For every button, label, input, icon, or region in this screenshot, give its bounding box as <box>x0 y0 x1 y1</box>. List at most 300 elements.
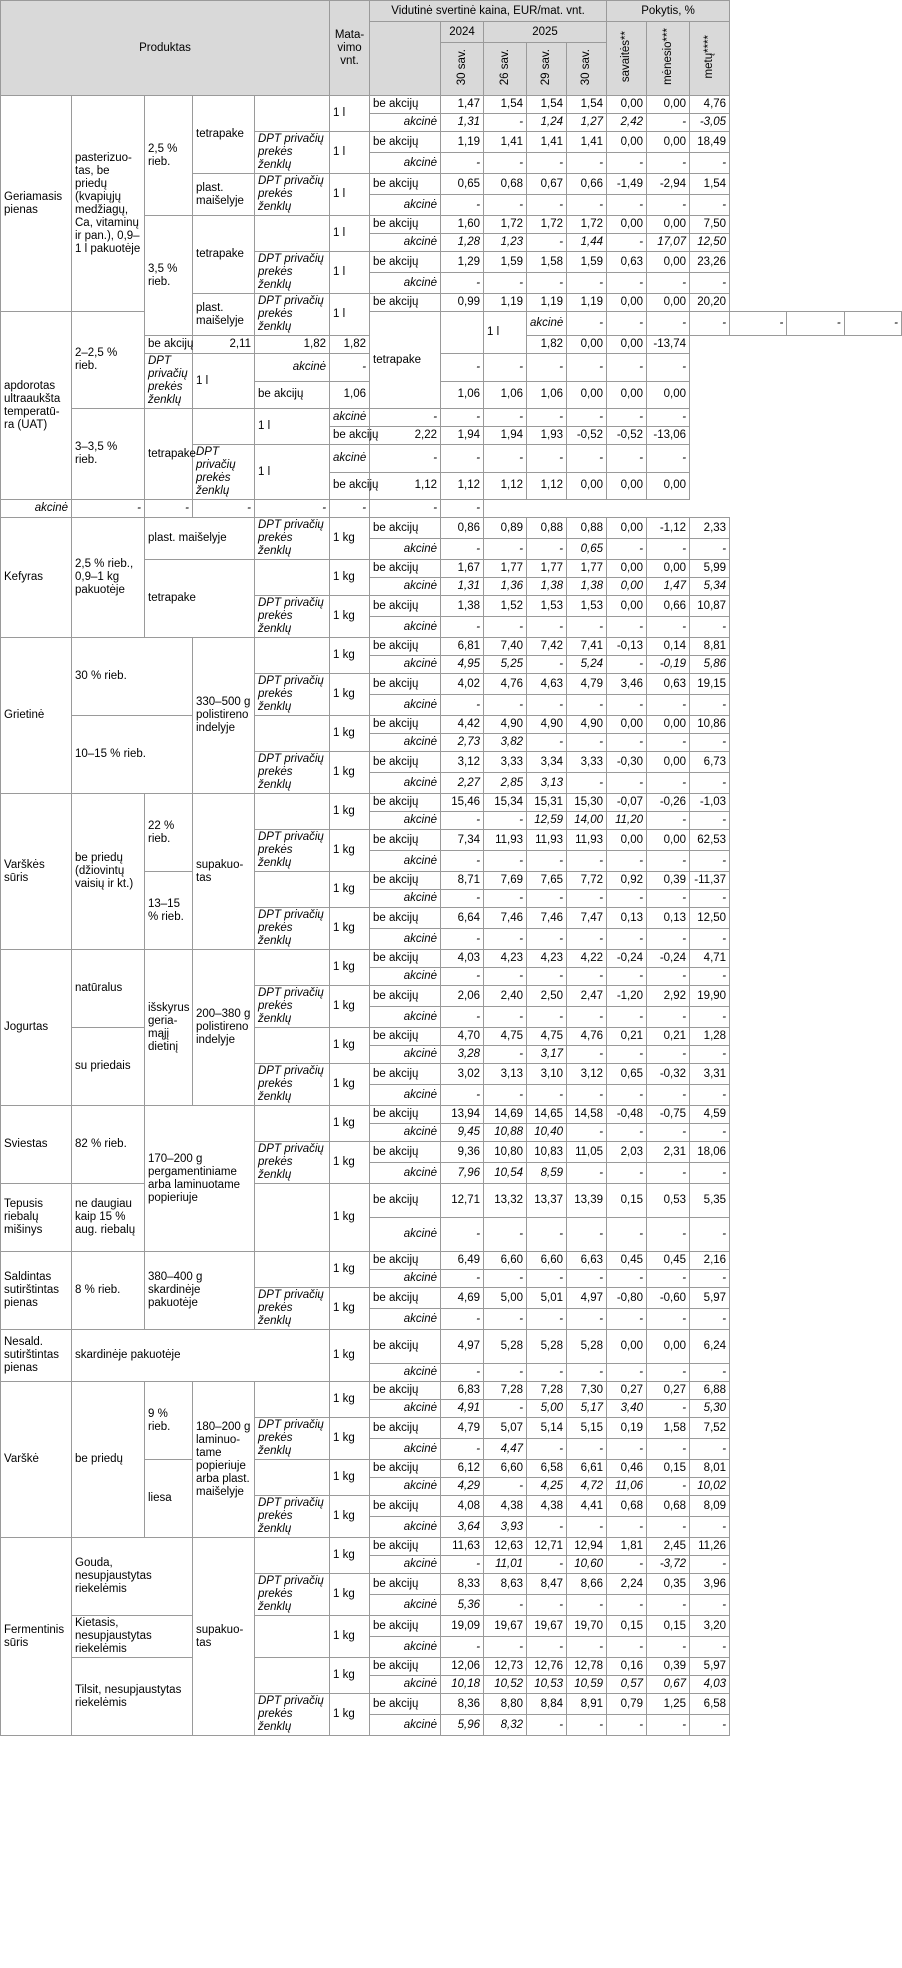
change-value-cell: 2,03 <box>607 1142 647 1163</box>
product-label-cell: be priedų (džiovintų vaisių ir kt.) <box>72 794 145 950</box>
change-value-cell: - <box>690 1556 730 1574</box>
price-value-cell: 0,65 <box>441 174 484 195</box>
price-value-cell: 1,12 <box>527 472 567 500</box>
unit-cell: 1 l <box>330 174 370 216</box>
price-value-cell: 7,30 <box>567 1382 607 1400</box>
price-value-cell: 3,13 <box>527 773 567 794</box>
price-type-cell: be akcijų <box>370 674 441 695</box>
price-type-cell: akcinė <box>370 656 441 674</box>
price-value-cell: 4,76 <box>567 1028 607 1046</box>
price-type-cell: be akcijų <box>370 1694 441 1715</box>
product-label-cell: tetrapake <box>193 96 255 174</box>
product-label-cell: Tepusis riebalų mišinys <box>1 1184 72 1252</box>
price-value-cell: 3,10 <box>527 1064 567 1085</box>
price-value-cell: - <box>484 695 527 716</box>
price-value-cell: - <box>527 539 567 560</box>
price-value-cell: - <box>484 1085 527 1106</box>
change-value-cell: 0,00 <box>607 381 647 409</box>
unit-cell: 1 kg <box>330 1330 370 1382</box>
change-value-cell: 19,15 <box>690 674 730 695</box>
price-value-cell: 19,70 <box>567 1616 607 1637</box>
change-value-cell: 0,00 <box>607 560 647 578</box>
price-value-cell: 9,36 <box>441 1142 484 1163</box>
price-value-cell: 19,09 <box>441 1616 484 1637</box>
price-value-cell: - <box>441 1309 484 1330</box>
product-label-cell: tetrapake <box>370 312 441 409</box>
price-value-cell: - <box>484 1046 527 1064</box>
table-row <box>1 312 902 336</box>
price-value-cell: 1,38 <box>441 596 484 617</box>
product-label-cell: Kefyras <box>1 518 72 638</box>
price-value-cell: - <box>255 500 330 518</box>
unit-cell: 1 kg <box>330 1028 370 1064</box>
change-value-cell: -0,60 <box>647 1288 690 1309</box>
change-value-cell: 0,00 <box>647 1330 690 1364</box>
product-label-cell: be priedų <box>72 1382 145 1538</box>
price-value-cell: - <box>484 1364 527 1382</box>
price-value-cell: 0,67 <box>527 174 567 195</box>
price-type-cell: akcinė <box>370 578 441 596</box>
price-value-cell: - <box>484 1637 527 1658</box>
private-label-cell: DPT privačių prekės ženklų <box>255 1064 330 1106</box>
price-value-cell: - <box>441 968 484 986</box>
price-type-cell: be akcijų <box>370 1658 441 1676</box>
change-value-cell: 0,68 <box>647 1496 690 1517</box>
price-value-cell: 1,54 <box>484 96 527 114</box>
header-month-change: mėnesio*** <box>647 22 690 96</box>
unit-cell: 1 l <box>330 216 370 252</box>
change-value-cell: 8,01 <box>690 1460 730 1478</box>
price-value-cell: 4,63 <box>527 674 567 695</box>
unit-cell: 1 kg <box>330 1658 370 1694</box>
header-week-30-2024: 30 sav. <box>441 43 484 96</box>
empty-cell <box>255 1616 330 1658</box>
price-value-cell: - <box>567 1595 607 1616</box>
price-value-cell: - <box>484 1478 527 1496</box>
table-row <box>1 1252 902 1270</box>
change-value-cell: 0,00 <box>647 216 690 234</box>
change-value-cell: 0,14 <box>647 638 690 656</box>
price-value-cell: 12,59 <box>527 812 567 830</box>
change-value-cell: -0,30 <box>607 752 647 773</box>
price-type-cell: be akcijų <box>370 1382 441 1400</box>
price-value-cell: 5,14 <box>527 1418 567 1439</box>
change-value-cell: 0,00 <box>647 96 690 114</box>
product-label-cell: 8 % rieb. <box>72 1252 145 1330</box>
price-value-cell: 1,38 <box>527 578 567 596</box>
price-value-cell: 4,75 <box>484 1028 527 1046</box>
product-label-cell: plast. maišelyje <box>193 294 255 336</box>
private-label-cell: DPT privačių prekės ženklų <box>255 132 330 174</box>
price-type-cell: akcinė <box>370 773 441 794</box>
price-value-cell: 19,67 <box>484 1616 527 1637</box>
change-value-cell: 0,19 <box>607 1418 647 1439</box>
change-value-cell: - <box>607 656 647 674</box>
change-value-cell: - <box>607 695 647 716</box>
price-value-cell: 7,41 <box>567 638 607 656</box>
change-value-cell: - <box>647 1046 690 1064</box>
change-value-cell: - <box>607 734 647 752</box>
change-value-cell: 62,53 <box>690 830 730 851</box>
change-value-cell: 0,57 <box>607 1676 647 1694</box>
price-value-cell: - <box>527 354 567 382</box>
private-label-cell: DPT privačių prekės ženklų <box>255 674 330 716</box>
price-type-cell: akcinė <box>370 929 441 950</box>
change-value-cell: -0,75 <box>647 1106 690 1124</box>
price-value-cell: 10,52 <box>484 1676 527 1694</box>
change-value-cell: - <box>690 1218 730 1252</box>
table-row <box>1 518 902 539</box>
price-type-cell: be akcijų <box>370 950 441 968</box>
price-value-cell: - <box>690 312 730 336</box>
price-value-cell: 2,73 <box>441 734 484 752</box>
unit-cell: 1 l <box>255 409 330 445</box>
price-value-cell: - <box>441 1085 484 1106</box>
price-value-cell: 2,22 <box>370 427 441 445</box>
product-label-cell: 22 % rieb. <box>145 794 193 872</box>
price-type-cell: akcinė <box>370 1517 441 1538</box>
table-row <box>1 1184 902 1218</box>
price-type-cell: akcinė <box>370 234 441 252</box>
price-value-cell: 1,29 <box>441 252 484 273</box>
change-value-cell: 0,00 <box>607 596 647 617</box>
price-value-cell: 4,41 <box>567 1496 607 1517</box>
empty-cell <box>441 312 484 354</box>
price-value-cell: - <box>527 273 567 294</box>
change-value-cell: - <box>607 929 647 950</box>
header-week-30-2025: 30 sav. <box>567 43 607 96</box>
price-type-cell: be akcijų <box>370 1496 441 1517</box>
price-type-cell: akcinė <box>370 1124 441 1142</box>
price-value-cell: 4,47 <box>484 1439 527 1460</box>
private-label-cell: DPT privačių prekės ženklų <box>255 908 330 950</box>
change-value-cell: -11,37 <box>690 872 730 890</box>
private-label-cell: DPT privačių prekės ženklų <box>255 1694 330 1736</box>
price-value-cell: 12,78 <box>567 1658 607 1676</box>
unit-cell: 1 kg <box>330 674 370 716</box>
price-value-cell: - <box>567 890 607 908</box>
empty-cell <box>255 560 330 596</box>
price-type-cell: be akcijų <box>370 1418 441 1439</box>
price-value-cell: 7,46 <box>484 908 527 929</box>
price-value-cell: 5,00 <box>527 1400 567 1418</box>
price-value-cell: 0,65 <box>567 539 607 560</box>
change-value-cell: 0,16 <box>607 1658 647 1676</box>
price-value-cell: - <box>484 929 527 950</box>
change-value-cell: - <box>647 195 690 216</box>
price-type-cell: akcinė <box>370 1715 441 1736</box>
price-value-cell: - <box>527 929 567 950</box>
price-value-cell: - <box>441 851 484 872</box>
price-value-cell: 6,60 <box>527 1252 567 1270</box>
price-value-cell: 1,60 <box>441 216 484 234</box>
price-type-cell: be akcijų <box>370 596 441 617</box>
change-value-cell: - <box>607 617 647 638</box>
change-value-cell: - <box>647 354 690 382</box>
price-value-cell: 4,95 <box>441 656 484 674</box>
change-value-cell: - <box>690 1309 730 1330</box>
price-value-cell: 4,02 <box>441 674 484 695</box>
price-value-cell: - <box>441 409 484 427</box>
change-value-cell: - <box>607 890 647 908</box>
empty-cell <box>255 1658 330 1694</box>
price-value-cell: 7,72 <box>567 872 607 890</box>
private-label-cell: DPT privačių prekės ženklų <box>255 986 330 1028</box>
product-label-cell: 82 % rieb. <box>72 1106 145 1184</box>
price-value-cell: - <box>441 195 484 216</box>
price-value-cell: - <box>527 409 567 427</box>
change-value-cell: 3,31 <box>690 1064 730 1085</box>
change-value-cell: 2,45 <box>647 1538 690 1556</box>
price-value-cell: 8,32 <box>484 1715 527 1736</box>
change-value-cell: 0,00 <box>647 381 690 409</box>
empty-cell <box>255 716 330 752</box>
change-value-cell: - <box>647 851 690 872</box>
price-value-cell: 1,54 <box>567 96 607 114</box>
change-value-cell: - <box>567 354 607 382</box>
price-value-cell: - <box>527 968 567 986</box>
price-value-cell: 1,41 <box>527 132 567 153</box>
table-row <box>1 1330 902 1364</box>
price-value-cell: 14,69 <box>484 1106 527 1124</box>
change-value-cell: - <box>690 695 730 716</box>
change-value-cell: - <box>690 929 730 950</box>
price-value-cell: 5,36 <box>441 1595 484 1616</box>
change-value-cell: 4,03 <box>690 1676 730 1694</box>
table-row <box>1 1382 902 1400</box>
empty-cell <box>255 1460 330 1496</box>
price-value-cell: 6,63 <box>567 1252 607 1270</box>
change-value-cell: - <box>690 1595 730 1616</box>
change-value-cell: 5,34 <box>690 578 730 596</box>
change-value-cell: - <box>690 539 730 560</box>
price-value-cell: - <box>527 1439 567 1460</box>
change-value-cell: 0,00 <box>567 472 607 500</box>
price-value-cell: - <box>567 273 607 294</box>
price-value-cell: 7,69 <box>484 872 527 890</box>
price-value-cell: 4,03 <box>441 950 484 968</box>
change-value-cell: - <box>647 929 690 950</box>
change-value-cell: 0,00 <box>567 336 607 354</box>
change-value-cell: 0,65 <box>607 1064 647 1085</box>
change-value-cell: 0,66 <box>647 596 690 617</box>
price-value-cell: 4,90 <box>484 716 527 734</box>
change-value-cell: 10,86 <box>690 716 730 734</box>
price-value-cell: - <box>567 929 607 950</box>
change-value-cell: 17,07 <box>647 234 690 252</box>
price-value-cell: 15,34 <box>484 794 527 812</box>
price-value-cell: 10,54 <box>484 1163 527 1184</box>
change-value-cell: - <box>647 539 690 560</box>
change-value-cell: 18,49 <box>690 132 730 153</box>
price-value-cell: 1,82 <box>255 336 330 354</box>
header-year-2025: 2025 <box>484 22 607 43</box>
unit-cell: 1 kg <box>330 716 370 752</box>
price-value-cell: 8,63 <box>484 1574 527 1595</box>
change-value-cell: 0,00 <box>647 830 690 851</box>
price-type-cell: be akcijų <box>370 1064 441 1085</box>
price-value-cell: 4,23 <box>527 950 567 968</box>
price-type-cell: be akcijų <box>370 752 441 773</box>
change-value-cell: 12,50 <box>690 908 730 929</box>
price-value-cell: - <box>567 773 607 794</box>
change-value-cell: 20,20 <box>690 294 730 312</box>
change-value-cell: 0,15 <box>607 1184 647 1218</box>
price-value-cell: 1,82 <box>330 336 370 354</box>
price-value-cell: 1,47 <box>441 96 484 114</box>
price-value-cell: 10,88 <box>484 1124 527 1142</box>
product-label-cell: Nesald. sutirštintas pienas <box>1 1330 72 1382</box>
price-value-cell: - <box>441 1007 484 1028</box>
price-value-cell: - <box>527 656 567 674</box>
change-value-cell: - <box>647 1478 690 1496</box>
change-value-cell: - <box>690 851 730 872</box>
product-label-cell: tetrapake <box>193 216 255 294</box>
price-value-cell: - <box>145 500 193 518</box>
price-value-cell: - <box>567 968 607 986</box>
change-value-cell: 0,00 <box>607 716 647 734</box>
price-value-cell: - <box>484 1007 527 1028</box>
table-row <box>1 409 902 427</box>
price-value-cell: - <box>527 695 567 716</box>
change-value-cell: 1,58 <box>647 1418 690 1439</box>
table-header <box>1 1 902 96</box>
price-value-cell: - <box>567 195 607 216</box>
unit-cell: 1 kg <box>330 1184 370 1252</box>
change-value-cell: 1,28 <box>690 1028 730 1046</box>
product-label-cell: supakuo-tas <box>193 794 255 950</box>
price-value-cell: - <box>441 695 484 716</box>
price-value-cell: 1,41 <box>567 132 607 153</box>
change-value-cell: - <box>647 890 690 908</box>
price-type-cell: be akcijų <box>370 294 441 312</box>
change-value-cell: 0,15 <box>647 1460 690 1478</box>
empty-cell <box>255 1028 330 1064</box>
price-value-cell: - <box>484 890 527 908</box>
price-value-cell: - <box>527 1218 567 1252</box>
change-value-cell: - <box>690 890 730 908</box>
header-product: Produktas <box>1 1 330 96</box>
empty-cell <box>255 794 330 830</box>
price-type-cell: akcinė <box>330 409 370 427</box>
price-value-cell: 3,93 <box>484 1517 527 1538</box>
change-value-cell: 11,26 <box>690 1538 730 1556</box>
price-value-cell: - <box>527 890 567 908</box>
change-value-cell: 0,00 <box>647 294 690 312</box>
change-value-cell: 2,31 <box>647 1142 690 1163</box>
change-value-cell: -0,52 <box>567 427 607 445</box>
price-value-cell: - <box>527 851 567 872</box>
price-value-cell: 1,58 <box>527 252 567 273</box>
price-value-cell: - <box>484 617 527 638</box>
price-value-cell: - <box>441 890 484 908</box>
price-value-cell: 5,28 <box>484 1330 527 1364</box>
change-value-cell: - <box>441 500 484 518</box>
price-value-cell: 1,06 <box>484 381 527 409</box>
change-value-cell: 1,25 <box>647 1694 690 1715</box>
private-label-cell: DPT privačių prekės ženklų <box>255 518 330 560</box>
price-value-cell: 1,12 <box>370 472 441 500</box>
price-value-cell: 14,58 <box>567 1106 607 1124</box>
private-label-cell: DPT privačių prekės ženklų <box>255 830 330 872</box>
change-value-cell: - <box>607 1517 647 1538</box>
price-value-cell: 4,72 <box>567 1478 607 1496</box>
price-value-cell: 4,69 <box>441 1288 484 1309</box>
change-value-cell: - <box>607 1124 647 1142</box>
price-value-cell: 3,02 <box>441 1064 484 1085</box>
price-type-cell: be akcijų <box>370 1184 441 1218</box>
change-value-cell: - <box>690 1439 730 1460</box>
price-value-cell: 12,71 <box>441 1184 484 1218</box>
change-value-cell: - <box>787 312 844 336</box>
price-value-cell: 6,12 <box>441 1460 484 1478</box>
price-value-cell: 3,28 <box>441 1046 484 1064</box>
price-value-cell: 5,00 <box>484 1288 527 1309</box>
product-label-cell: išskyrus geria-mąjį dietinį <box>145 950 193 1106</box>
price-value-cell: 1,53 <box>527 596 567 617</box>
empty-cell <box>255 1538 330 1574</box>
price-value-cell: 8,59 <box>527 1163 567 1184</box>
table-row <box>1 96 902 114</box>
change-value-cell: 1,54 <box>690 174 730 195</box>
price-value-cell: 4,29 <box>441 1478 484 1496</box>
price-value-cell: 4,25 <box>527 1478 567 1496</box>
price-type-cell: be akcijų <box>370 1460 441 1478</box>
price-value-cell: 1,72 <box>567 216 607 234</box>
header-blank <box>370 22 441 96</box>
price-type-cell: be akcijų <box>370 1288 441 1309</box>
change-value-cell: - <box>844 312 901 336</box>
price-value-cell: 12,76 <box>527 1658 567 1676</box>
change-value-cell: - <box>647 1400 690 1418</box>
change-value-cell: - <box>607 1007 647 1028</box>
price-type-cell: be akcijų <box>370 1252 441 1270</box>
price-value-cell: 3,12 <box>441 752 484 773</box>
change-value-cell: - <box>607 1309 647 1330</box>
change-value-cell: 0,13 <box>607 908 647 929</box>
unit-cell: 1 kg <box>330 1538 370 1574</box>
unit-cell: 1 kg <box>330 1616 370 1658</box>
price-value-cell: 0,89 <box>484 518 527 539</box>
change-value-cell: 0,21 <box>647 1028 690 1046</box>
change-value-cell: - <box>690 273 730 294</box>
product-label-cell: Tilsit, nesupjaustytas riekelėmis <box>72 1658 193 1736</box>
unit-cell: 1 kg <box>330 794 370 830</box>
change-value-cell: 0,79 <box>607 1694 647 1715</box>
table-row <box>1 1616 902 1637</box>
price-value-cell: 9,45 <box>441 1124 484 1142</box>
price-value-cell: 1,24 <box>527 114 567 132</box>
price-value-cell: - <box>527 1637 567 1658</box>
price-value-cell: 10,83 <box>527 1142 567 1163</box>
price-value-cell: 8,84 <box>527 1694 567 1715</box>
price-value-cell: 1,93 <box>527 427 567 445</box>
price-value-cell: 4,42 <box>441 716 484 734</box>
price-value-cell: 11,01 <box>484 1556 527 1574</box>
unit-cell: 1 kg <box>330 1574 370 1616</box>
change-value-cell: -13,06 <box>647 427 690 445</box>
change-value-cell: - <box>690 1637 730 1658</box>
price-value-cell: 10,80 <box>484 1142 527 1163</box>
product-label-cell: 180–200 g laminuo-tame popieriuje arba plast. maišelyje <box>193 1382 255 1538</box>
price-value-cell: 5,28 <box>527 1330 567 1364</box>
price-value-cell: 1,36 <box>484 578 527 596</box>
change-value-cell: 0,15 <box>647 1616 690 1637</box>
price-value-cell: - <box>484 114 527 132</box>
change-value-cell: -0,48 <box>607 1106 647 1124</box>
change-value-cell: 6,58 <box>690 1694 730 1715</box>
change-value-cell: 0,53 <box>647 1184 690 1218</box>
